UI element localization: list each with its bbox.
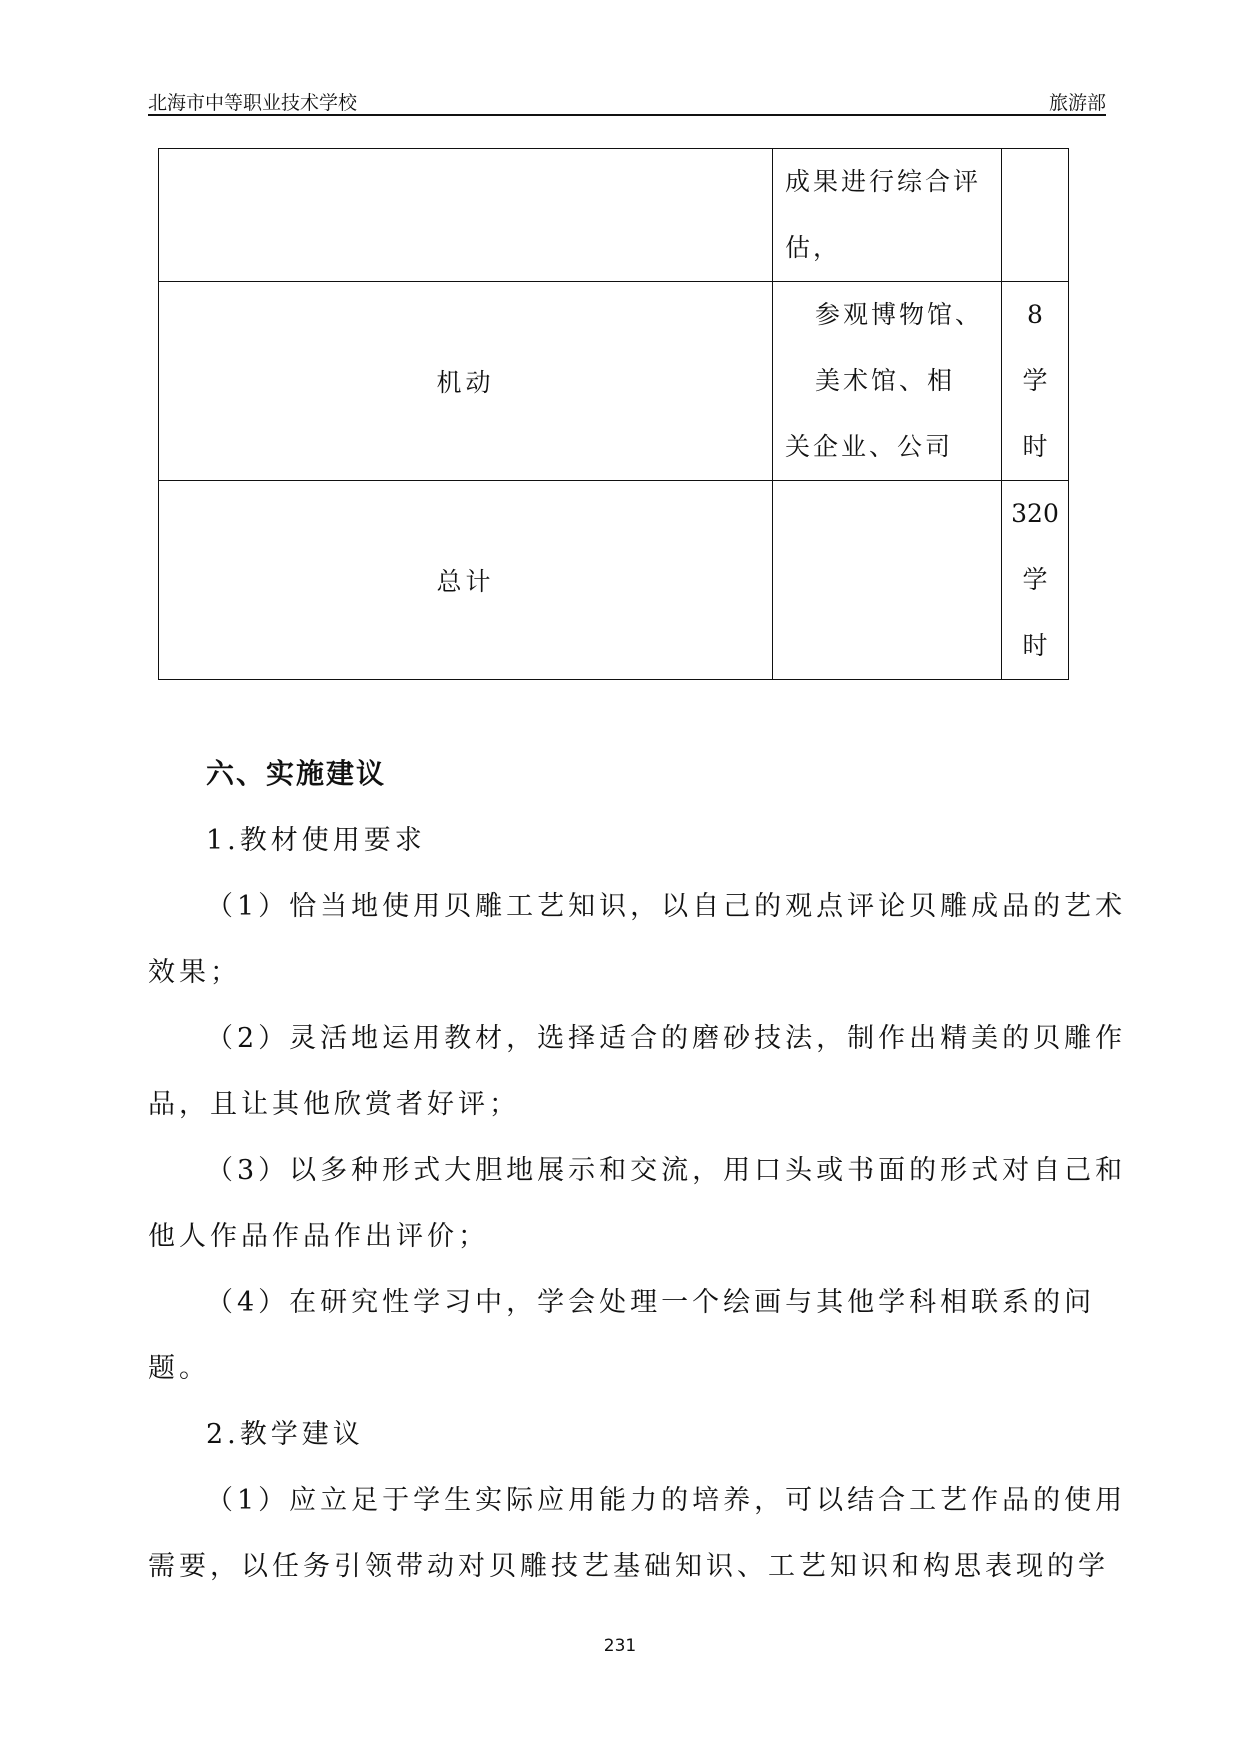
page-header [148,88,1106,116]
content-line: 成果进行综合评 [785,167,982,196]
header-school-name: 北海市中等职业技术学校 [148,92,358,114]
paragraph-line: 效果； [148,957,241,988]
hours-line: 时 [1022,432,1048,461]
hours-line: 时 [1022,631,1048,660]
content-line: 关企业、公司 [785,432,954,461]
table-row [159,149,1069,282]
content-line: 估， [785,233,842,262]
header-rule [148,114,1106,116]
paragraph-line: （1）应立足于学生实际应用能力的培养，可以结合工艺作品的使用 [206,1485,1127,1516]
paragraph-line: 他人作品作品作出评价； [148,1221,489,1252]
table-row [159,282,1069,481]
table-cell-hours [1002,149,1069,282]
table-cell-content [773,149,1002,282]
paragraph-line: （4）在研究性学习中，学会处理一个绘画与其他学科相联系的问 [206,1287,1096,1318]
page-number: 231 [603,1636,637,1656]
table-cell-content [773,282,1002,481]
table-cell-module [159,149,773,282]
content-line: 美术馆、相 [815,366,956,395]
hours-line: 8 [1027,300,1043,329]
table-row [159,481,1069,680]
hours-line: 320 [1011,499,1059,528]
paragraph-line: （1）恰当地使用贝雕工艺知识，以自己的观点评论贝雕成品的艺术 [206,891,1127,922]
subsection-title: 1.教材使用要求 [206,825,426,856]
header-department: 旅游部 [1048,92,1106,114]
subsection-title: 2.教学建议 [206,1419,364,1450]
hours-line: 学 [1022,366,1048,395]
paragraph-line: （2）灵活地运用教材，选择适合的磨砂技法，制作出精美的贝雕作 [206,1023,1127,1054]
table-cell-content [773,481,1002,680]
hours-line: 学 [1022,565,1048,594]
content-line: 参观博物馆、 [815,300,984,329]
paragraph-line: 品，且让其他欣赏者好评； [148,1089,520,1120]
paragraph-line: （3）以多种形式大胆地展示和交流，用口头或书面的形式对自己和 [206,1155,1127,1186]
section-title: 六、实施建议 [206,757,387,790]
curriculum-table [158,148,1069,680]
table-cell-hours [1002,282,1069,481]
paragraph-line: 题。 [148,1353,210,1384]
table-cell-module: 总计 [159,481,773,680]
table-cell-hours [1002,481,1069,680]
paragraph-line: 需要，以任务引领带动对贝雕技艺基础知识、工艺知识和构思表现的学 [148,1551,1109,1582]
table-cell-module: 机动 [159,282,773,481]
